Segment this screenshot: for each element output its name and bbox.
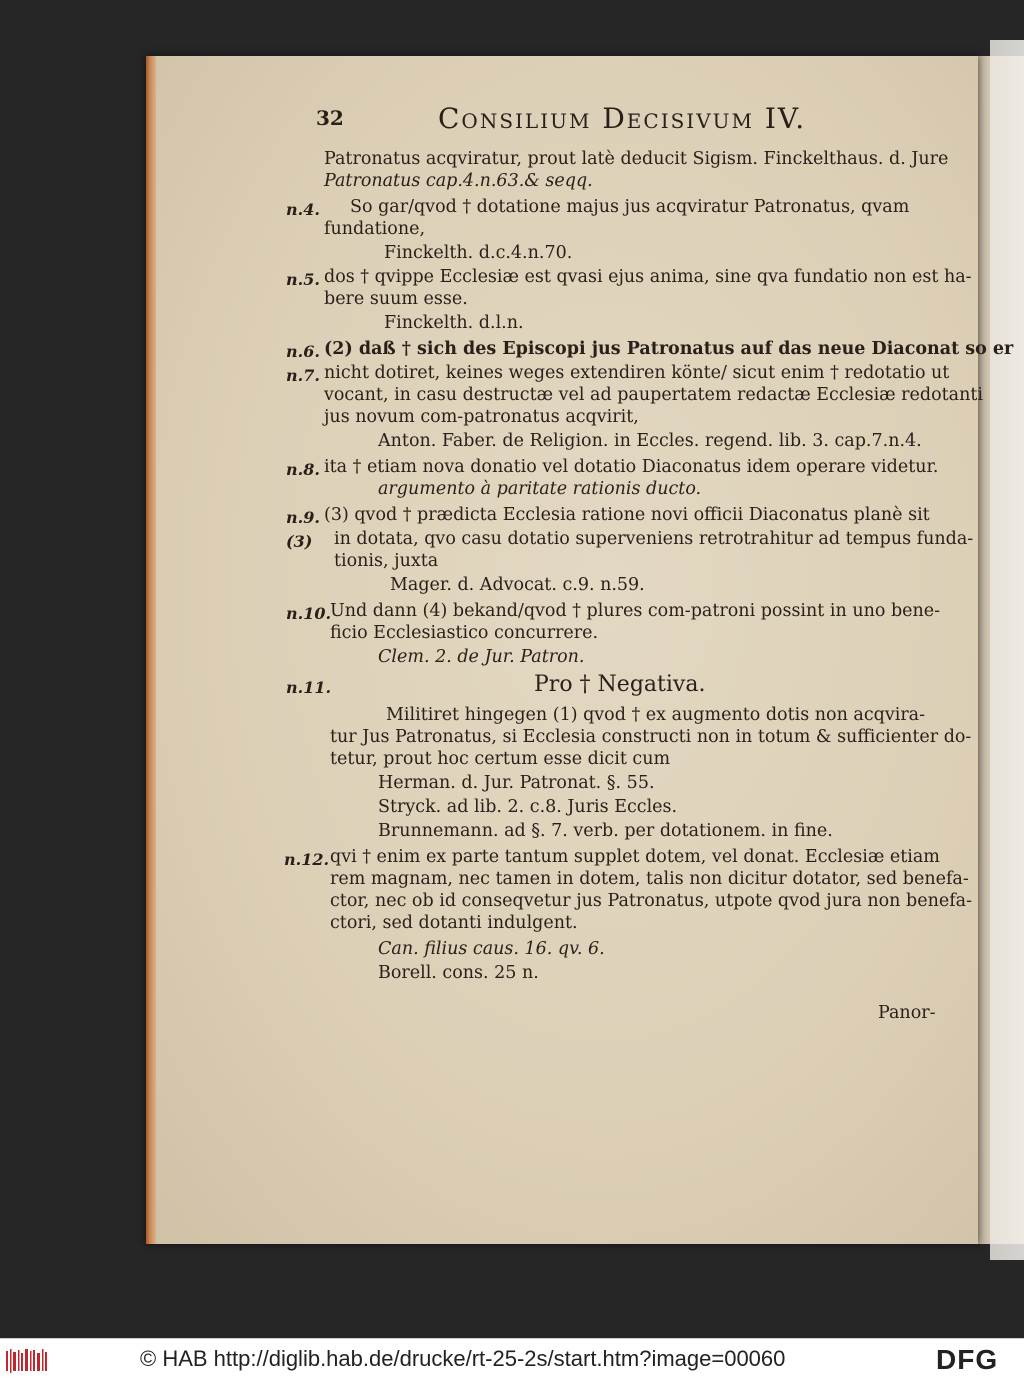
text-line: rem magnam, nec tamen in dotem, talis non dicitur dotator, sed benefa- — [330, 869, 969, 889]
text-line: bere suum esse. — [324, 289, 468, 309]
margin-note: n.4. — [286, 200, 320, 219]
margin-note: n.8. — [286, 460, 320, 479]
citation-line: Mager. d. Advocat. c.9. n.59. — [390, 575, 645, 595]
margin-note: n.11. — [286, 678, 332, 697]
text-line: tionis, juxta — [334, 551, 439, 571]
text-line: dos † qvippe Ecclesiæ est qvasi ejus anima, sine qva fundatio non est ha- — [324, 267, 972, 287]
text-line: tetur, prout hoc certum esse dicit cum — [330, 749, 671, 769]
citation-line: Brunnemann. ad §. 7. verb. per dotationem. in fine. — [378, 821, 833, 841]
copyright-url: © HAB http://diglib.hab.de/drucke/rt-25-2s/start.htm?image=00060 — [140, 1346, 786, 1371]
margin-note: n.7. — [286, 366, 320, 385]
text-line: Militiret hingegen (1) qvod † ex augmento dotis non acqvira- — [386, 705, 926, 725]
section-heading: Pro † Negativa. — [534, 672, 706, 697]
margin-note: n.10. — [286, 604, 332, 623]
text-line: Patronatus acqviratur, prout latè deducit Sigism. Finckelthaus. d. Jure — [324, 149, 949, 169]
text-line: in dotata, qvo casu dotatio superveniens retrotrahitur ad tempus funda- — [334, 529, 974, 549]
page-margin-strip — [990, 40, 1024, 1260]
text-line: ficio Ecclesiastico concurrere. — [330, 623, 599, 643]
page-header — [316, 102, 916, 138]
text-line: tur Jus Patronatus, si Ecclesia constructi non in totum & sufficienter do- — [330, 727, 972, 747]
citation-line: Stryck. ad lib. 2. c.8. Juris Eccles. — [378, 797, 678, 817]
margin-note: n.9. — [286, 508, 320, 527]
text-line: jus novum com-patronatus acqvirit, — [324, 407, 639, 427]
margin-note: (3) — [286, 532, 313, 551]
text-line: (3) qvod † prædicta Ecclesia ratione novi officii Diaconatus planè sit — [324, 505, 930, 525]
citation-line: Borell. cons. 25 n. — [378, 963, 539, 983]
margin-note: n.5. — [286, 270, 320, 289]
text-line: ctor, nec ob id conseqvetur jus Patronatus, utpote qvod jura non benefa- — [330, 891, 973, 911]
citation-line: Finckelth. d.c.4.n.70. — [384, 243, 573, 263]
citation-line: argumento à paritate rationis ducto. — [378, 479, 702, 499]
text-line: ita † etiam nova donatio vel dotatio Diaconatus idem operare videtur. — [324, 457, 939, 477]
text-line: Patronatus cap.4.n.63.& seqq. — [324, 171, 593, 191]
barcode-icon — [6, 1347, 50, 1373]
text-line: vocant, in casu destructæ vel ad paupertatem redactæ Ecclesiæ redotanti — [324, 385, 984, 405]
text-line: nicht dotiret, keines weges extendiren könte/ sicut enim † redotatio ut — [324, 363, 950, 383]
book-page — [146, 56, 1014, 1244]
citation-line: Finckelth. d.l.n. — [384, 313, 524, 333]
margin-note: n.12. — [284, 850, 330, 869]
text-line: (2) daß † sich des Episcopi jus Patronatus auf das neue Diaconat so er — [324, 339, 1014, 359]
footer-bar — [0, 1338, 1024, 1381]
page-content — [146, 56, 1014, 1244]
text-line: qvi † enim ex parte tantum supplet dotem, vel donat. Ecclesiæ etiam — [330, 847, 940, 867]
catchword: Panor- — [878, 1003, 936, 1023]
citation-line: Clem. 2. de Jur. Patron. — [378, 647, 585, 667]
margin-note: n.6. — [286, 342, 320, 361]
text-line: So gar/qvod † dotatione majus jus acqviratur Patronatus, qvam — [350, 197, 910, 217]
page-number: 32 — [316, 106, 344, 130]
dfg-logo: DFG — [936, 1344, 999, 1375]
text-line: fundatione, — [324, 219, 426, 239]
citation-line: Can. filius caus. 16. qv. 6. — [378, 939, 605, 959]
text-line: Und dann (4) bekand/qvod † plures com-patroni possint in uno bene- — [330, 601, 941, 621]
text-line: ctori, sed dotanti indulgent. — [330, 913, 578, 933]
citation-line: Anton. Faber. de Religion. in Eccles. regend. lib. 3. cap.7.n.4. — [378, 431, 922, 451]
citation-line: Herman. d. Jur. Patronat. §. 55. — [378, 773, 655, 793]
running-title: Consilium Decisivum IV. — [438, 102, 807, 135]
